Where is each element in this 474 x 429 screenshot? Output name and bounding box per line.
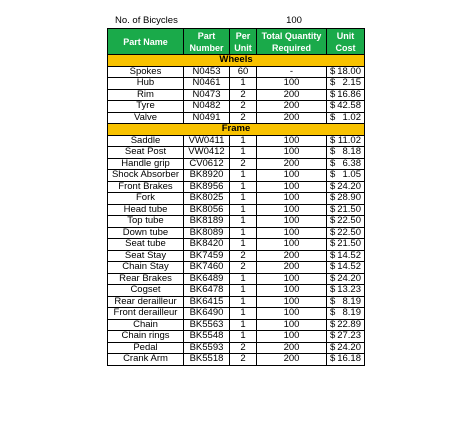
part-name-cell[interactable]: Pedal <box>108 342 184 354</box>
currency-symbol: $ <box>330 112 336 123</box>
unit-cost-cell[interactable] <box>327 78 365 90</box>
header-total-quantity[interactable]: Total Quantity Required <box>257 29 327 55</box>
unit-cost-value: 11.02 <box>337 135 361 146</box>
currency-symbol: $ <box>330 238 336 249</box>
unit-cost-value: 2.15 <box>342 77 361 88</box>
unit-cost-cell[interactable] <box>327 66 365 78</box>
unit-cost-cell[interactable] <box>327 101 365 113</box>
part-number-cell[interactable]: BK8025 <box>184 193 230 205</box>
part-name-cell[interactable]: Front Brakes <box>108 181 184 193</box>
per-unit-cell[interactable]: 1 <box>230 170 257 182</box>
table-row <box>108 89 365 101</box>
currency-symbol: $ <box>330 307 336 318</box>
part-number-cell[interactable]: BK5563 <box>184 319 230 331</box>
table-body <box>108 55 365 366</box>
table-row <box>108 319 365 331</box>
total-quantity-cell[interactable]: 200 <box>257 112 327 124</box>
section-title[interactable]: Wheels <box>108 55 365 67</box>
part-name-cell[interactable]: Tyre <box>108 101 184 113</box>
table-row <box>108 135 365 147</box>
section-title[interactable]: Frame <box>108 124 365 136</box>
part-name-cell[interactable]: Front derailleur <box>108 308 184 320</box>
part-name-cell[interactable]: Head tube <box>108 204 184 216</box>
part-number-cell[interactable]: BK7460 <box>184 262 230 274</box>
per-unit-cell[interactable]: 2 <box>230 250 257 262</box>
part-number-cell[interactable]: BK8089 <box>184 227 230 239</box>
total-quantity-cell[interactable]: 100 <box>257 285 327 297</box>
currency-symbol: $ <box>330 215 336 226</box>
unit-cost-cell[interactable] <box>327 273 365 285</box>
total-quantity-cell[interactable]: 200 <box>257 250 327 262</box>
unit-cost-cell[interactable] <box>327 239 365 251</box>
unit-cost-cell[interactable] <box>327 135 365 147</box>
per-unit-cell[interactable]: 2 <box>230 262 257 274</box>
currency-symbol: $ <box>330 353 336 364</box>
total-quantity-cell[interactable]: 100 <box>257 239 327 251</box>
total-quantity-cell[interactable]: 100 <box>257 170 327 182</box>
per-unit-cell[interactable]: 1 <box>230 147 257 159</box>
bicycles-row <box>107 14 364 28</box>
part-number-cell[interactable]: N0473 <box>184 89 230 101</box>
per-unit-cell[interactable]: 1 <box>230 78 257 90</box>
bicycles-value[interactable]: 100 <box>286 15 302 26</box>
total-quantity-cell[interactable]: 100 <box>257 273 327 285</box>
per-unit-cell[interactable]: 1 <box>230 319 257 331</box>
header-part-name[interactable]: Part Name <box>108 29 184 55</box>
header-part-number[interactable]: Part Number <box>184 29 230 55</box>
table-row <box>108 112 365 124</box>
currency-symbol: $ <box>330 169 336 180</box>
per-unit-cell[interactable]: 1 <box>230 296 257 308</box>
part-number-cell[interactable]: VW0412 <box>184 147 230 159</box>
currency-symbol: $ <box>330 89 336 100</box>
table-row <box>108 331 365 343</box>
currency-symbol: $ <box>330 250 336 261</box>
per-unit-cell[interactable]: 60 <box>230 66 257 78</box>
per-unit-cell[interactable]: 1 <box>230 308 257 320</box>
per-unit-cell[interactable]: 1 <box>230 216 257 228</box>
total-quantity-cell[interactable]: 200 <box>257 158 327 170</box>
table-row <box>108 147 365 159</box>
per-unit-cell[interactable]: 1 <box>230 331 257 343</box>
unit-cost-value: 27.23 <box>337 330 361 341</box>
table-row <box>108 66 365 78</box>
table-row <box>108 227 365 239</box>
currency-symbol: $ <box>330 342 336 353</box>
unit-cost-value: 22.89 <box>337 319 361 330</box>
currency-symbol: $ <box>330 227 336 238</box>
table-row <box>108 204 365 216</box>
currency-symbol: $ <box>330 204 336 215</box>
total-quantity-cell[interactable]: 100 <box>257 78 327 90</box>
unit-cost-cell[interactable] <box>327 250 365 262</box>
currency-symbol: $ <box>330 273 336 284</box>
unit-cost-value: 13.23 <box>337 284 361 295</box>
total-quantity-cell[interactable]: 100 <box>257 216 327 228</box>
part-name-cell[interactable]: Cogset <box>108 285 184 297</box>
per-unit-cell[interactable]: 1 <box>230 181 257 193</box>
unit-cost-cell[interactable] <box>327 204 365 216</box>
parts-table <box>107 28 365 366</box>
unit-cost-cell[interactable] <box>327 296 365 308</box>
part-number-cell[interactable]: BK5593 <box>184 342 230 354</box>
part-name-cell[interactable]: Rim <box>108 89 184 101</box>
part-name-cell[interactable]: Shock Absorber <box>108 170 184 182</box>
part-number-cell[interactable]: BK8189 <box>184 216 230 228</box>
part-name-cell[interactable]: Rear Brakes <box>108 273 184 285</box>
part-number-cell[interactable]: VW0411 <box>184 135 230 147</box>
per-unit-cell[interactable]: 1 <box>230 135 257 147</box>
unit-cost-value: 1.05 <box>342 169 361 180</box>
unit-cost-cell[interactable] <box>327 331 365 343</box>
table-row <box>108 158 365 170</box>
section-row <box>108 124 365 136</box>
unit-cost-value: 24.20 <box>337 342 361 353</box>
part-name-cell[interactable]: Seat Post <box>108 147 184 159</box>
total-quantity-cell[interactable]: 200 <box>257 354 327 366</box>
currency-symbol: $ <box>330 66 336 77</box>
total-quantity-cell[interactable]: 200 <box>257 342 327 354</box>
part-name-cell[interactable]: Chain Stay <box>108 262 184 274</box>
per-unit-cell[interactable]: 1 <box>230 193 257 205</box>
currency-symbol: $ <box>330 100 336 111</box>
part-name-cell[interactable]: Chain <box>108 319 184 331</box>
total-quantity-cell[interactable]: - <box>257 66 327 78</box>
part-name-cell[interactable]: Valve <box>108 112 184 124</box>
unit-cost-value: 8.19 <box>342 307 361 318</box>
part-name-cell[interactable]: Chain rings <box>108 331 184 343</box>
part-number-cell[interactable]: BK6415 <box>184 296 230 308</box>
currency-symbol: $ <box>330 158 336 169</box>
unit-cost-cell[interactable] <box>327 147 365 159</box>
unit-cost-cell[interactable] <box>327 216 365 228</box>
per-unit-cell[interactable]: 1 <box>230 239 257 251</box>
total-quantity-cell[interactable]: 100 <box>257 147 327 159</box>
part-number-cell[interactable]: BK8956 <box>184 181 230 193</box>
currency-symbol: $ <box>330 192 336 203</box>
table-row <box>108 342 365 354</box>
total-quantity-cell[interactable]: 100 <box>257 204 327 216</box>
per-unit-cell[interactable]: 2 <box>230 158 257 170</box>
table-row <box>108 262 365 274</box>
table-row <box>108 273 365 285</box>
table-row <box>108 296 365 308</box>
per-unit-cell[interactable]: 1 <box>230 227 257 239</box>
unit-cost-cell[interactable] <box>327 227 365 239</box>
part-number-cell[interactable]: BK6489 <box>184 273 230 285</box>
total-quantity-cell[interactable]: 200 <box>257 262 327 274</box>
section-row <box>108 55 365 67</box>
per-unit-cell[interactable]: 1 <box>230 273 257 285</box>
unit-cost-cell[interactable] <box>327 262 365 274</box>
per-unit-cell[interactable]: 2 <box>230 112 257 124</box>
total-quantity-cell[interactable]: 100 <box>257 135 327 147</box>
part-name-cell[interactable]: Fork <box>108 193 184 205</box>
unit-cost-value: 22.50 <box>337 215 361 226</box>
part-number-cell[interactable]: BK5518 <box>184 354 230 366</box>
total-quantity-cell[interactable]: 100 <box>257 296 327 308</box>
unit-cost-cell[interactable] <box>327 170 365 182</box>
bicycles-label: No. of Bicycles <box>115 15 178 26</box>
part-name-cell[interactable]: Handle grip <box>108 158 184 170</box>
part-name-cell[interactable]: Seat Stay <box>108 250 184 262</box>
total-quantity-cell[interactable]: 100 <box>257 331 327 343</box>
total-quantity-cell[interactable]: 100 <box>257 193 327 205</box>
part-name-cell[interactable]: Crank Arm <box>108 354 184 366</box>
table-row <box>108 354 365 366</box>
unit-cost-value: 8.19 <box>342 296 361 307</box>
table-row <box>108 216 365 228</box>
header-unit-cost[interactable]: Unit Cost <box>327 29 365 55</box>
unit-cost-cell[interactable] <box>327 158 365 170</box>
part-number-cell[interactable]: BK5548 <box>184 331 230 343</box>
part-number-cell[interactable]: N0453 <box>184 66 230 78</box>
total-quantity-cell[interactable]: 100 <box>257 227 327 239</box>
unit-cost-value: 18.00 <box>337 66 361 77</box>
part-number-cell[interactable]: BK8420 <box>184 239 230 251</box>
currency-symbol: $ <box>330 181 336 192</box>
currency-symbol: $ <box>330 77 336 88</box>
unit-cost-value: 14.52 <box>337 261 361 272</box>
total-quantity-cell[interactable]: 100 <box>257 181 327 193</box>
part-name-cell[interactable]: Spokes <box>108 66 184 78</box>
unit-cost-cell[interactable] <box>327 193 365 205</box>
part-number-cell[interactable]: BK7459 <box>184 250 230 262</box>
total-quantity-cell[interactable]: 100 <box>257 308 327 320</box>
unit-cost-value: 28.90 <box>337 192 361 203</box>
part-number-cell[interactable]: N0461 <box>184 78 230 90</box>
unit-cost-value: 24.20 <box>337 181 361 192</box>
part-number-cell[interactable]: BK8920 <box>184 170 230 182</box>
total-quantity-cell[interactable]: 200 <box>257 101 327 113</box>
unit-cost-value: 6.38 <box>342 158 361 169</box>
table-row <box>108 193 365 205</box>
unit-cost-cell[interactable] <box>327 112 365 124</box>
table-row <box>108 170 365 182</box>
currency-symbol: $ <box>330 146 336 157</box>
unit-cost-value: 22.50 <box>337 227 361 238</box>
part-number-cell[interactable]: N0491 <box>184 112 230 124</box>
table-row <box>108 250 365 262</box>
part-number-cell[interactable]: BK6478 <box>184 285 230 297</box>
header-per-unit[interactable]: Per Unit <box>230 29 257 55</box>
total-quantity-cell[interactable]: 200 <box>257 89 327 101</box>
part-name-cell[interactable]: Seat tube <box>108 239 184 251</box>
unit-cost-value: 21.50 <box>337 204 361 215</box>
unit-cost-cell[interactable] <box>327 319 365 331</box>
per-unit-cell[interactable]: 2 <box>230 89 257 101</box>
unit-cost-value: 24.20 <box>337 273 361 284</box>
table-row <box>108 181 365 193</box>
unit-cost-value: 1.02 <box>342 112 361 123</box>
spreadsheet <box>107 14 364 366</box>
unit-cost-cell[interactable] <box>327 308 365 320</box>
currency-symbol: $ <box>330 135 336 146</box>
total-quantity-cell[interactable]: 100 <box>257 319 327 331</box>
header-row <box>108 29 365 55</box>
part-number-cell[interactable]: BK6490 <box>184 308 230 320</box>
unit-cost-cell[interactable] <box>327 181 365 193</box>
unit-cost-value: 16.86 <box>337 89 361 100</box>
per-unit-cell[interactable]: 1 <box>230 204 257 216</box>
unit-cost-value: 42.58 <box>337 100 361 111</box>
part-number-cell[interactable]: CV0612 <box>184 158 230 170</box>
part-name-cell[interactable]: Saddle <box>108 135 184 147</box>
per-unit-cell[interactable]: 2 <box>230 342 257 354</box>
currency-symbol: $ <box>330 284 336 295</box>
currency-symbol: $ <box>330 330 336 341</box>
per-unit-cell[interactable]: 1 <box>230 285 257 297</box>
table-row <box>108 101 365 113</box>
table-row <box>108 78 365 90</box>
part-number-cell[interactable]: BK8056 <box>184 204 230 216</box>
table-row <box>108 239 365 251</box>
part-number-cell[interactable]: N0482 <box>184 101 230 113</box>
per-unit-cell[interactable]: 2 <box>230 101 257 113</box>
part-name-cell[interactable]: Down tube <box>108 227 184 239</box>
unit-cost-value: 16.18 <box>337 353 361 364</box>
per-unit-cell[interactable]: 2 <box>230 354 257 366</box>
unit-cost-cell[interactable] <box>327 354 365 366</box>
unit-cost-value: 14.52 <box>337 250 361 261</box>
unit-cost-cell[interactable] <box>327 342 365 354</box>
part-name-cell[interactable]: Hub <box>108 78 184 90</box>
unit-cost-cell[interactable] <box>327 285 365 297</box>
currency-symbol: $ <box>330 296 336 307</box>
currency-symbol: $ <box>330 319 336 330</box>
currency-symbol: $ <box>330 261 336 272</box>
unit-cost-cell[interactable] <box>327 89 365 101</box>
part-name-cell[interactable]: Rear derailleur <box>108 296 184 308</box>
table-row <box>108 308 365 320</box>
unit-cost-value: 8.18 <box>342 146 361 157</box>
unit-cost-value: 21.50 <box>337 238 361 249</box>
part-name-cell[interactable]: Top tube <box>108 216 184 228</box>
table-row <box>108 285 365 297</box>
